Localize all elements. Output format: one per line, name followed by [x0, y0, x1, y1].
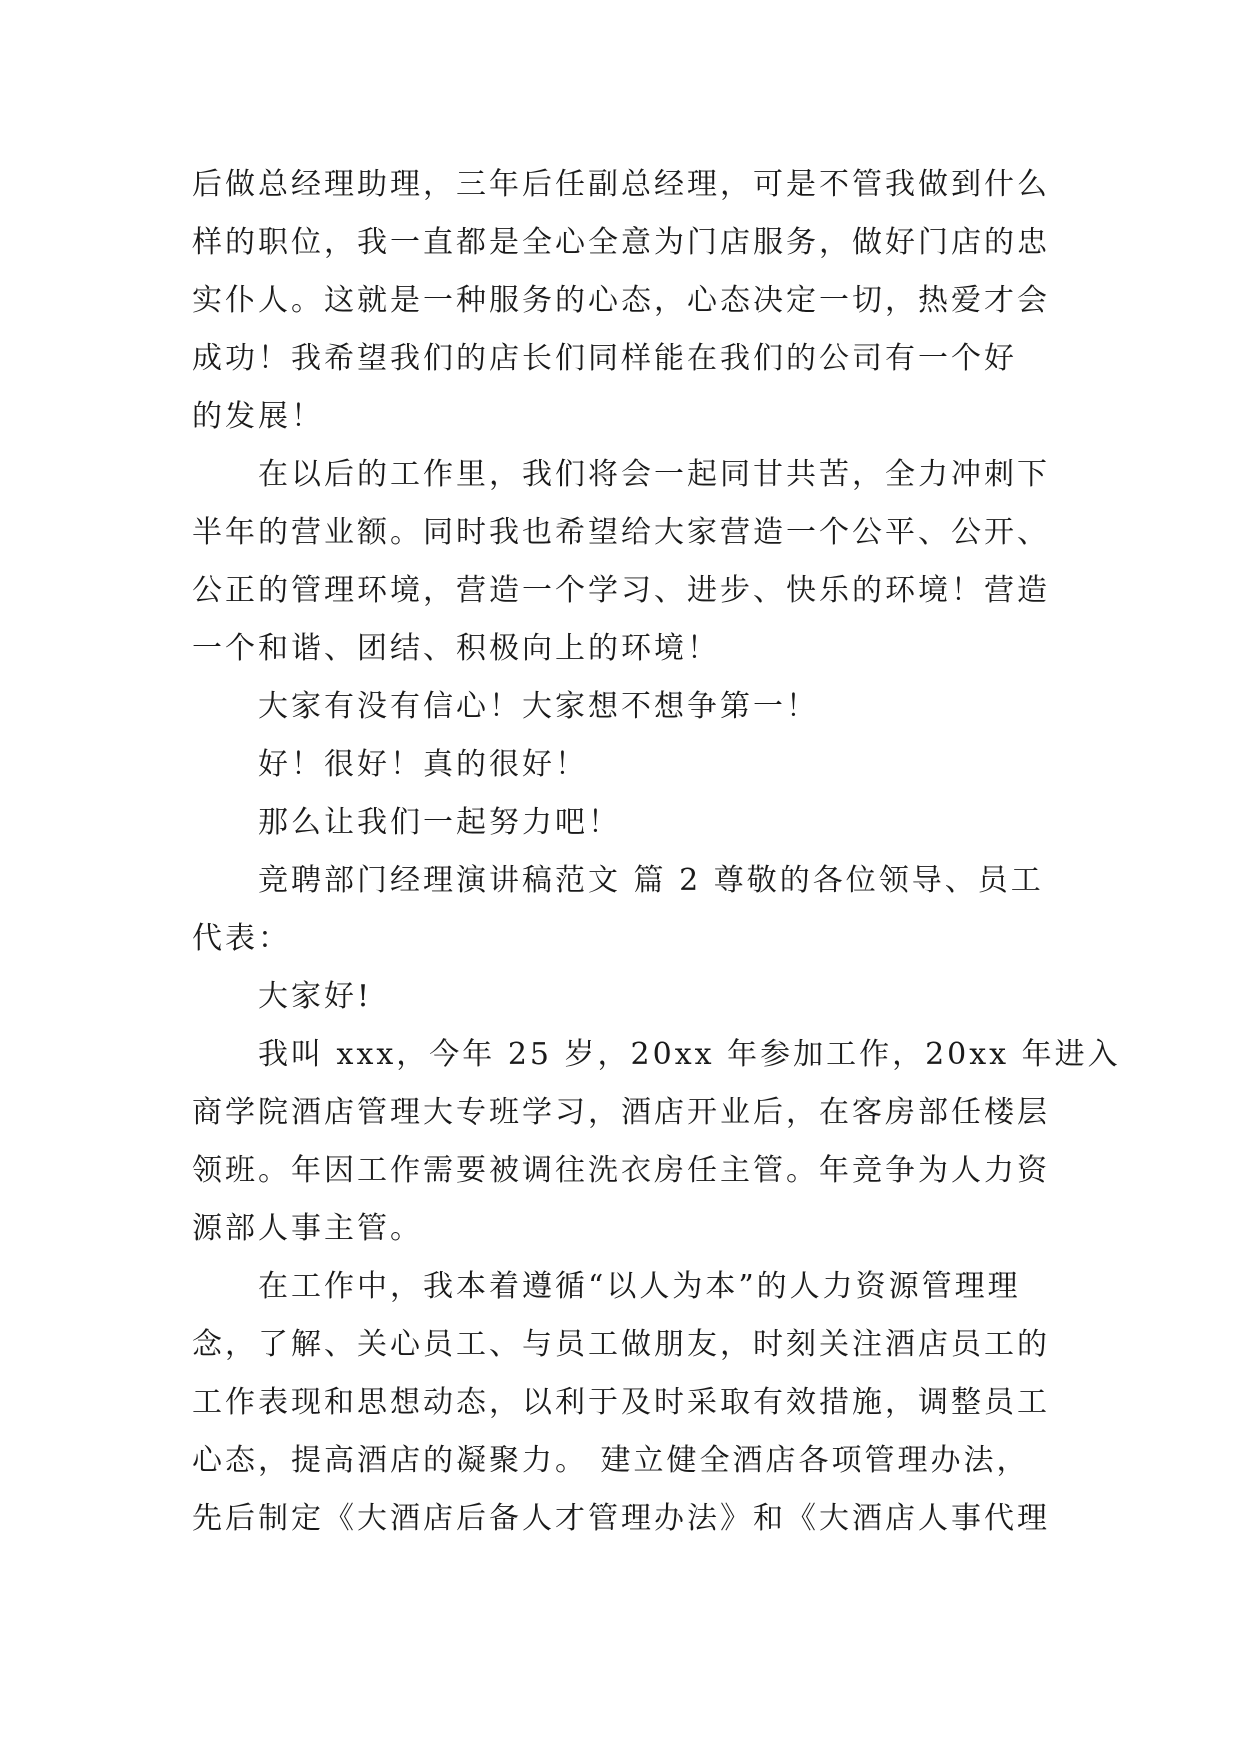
text-line: 公正的管理环境，营造一个学习、进步、快乐的环境！营造	[192, 573, 1050, 608]
text-line: 成功！我希望我们的店长们同样能在我们的公司有一个好	[192, 341, 1017, 376]
text-line: 工作表现和思想动态，以利于及时采取有效措施，调整员工	[192, 1385, 1050, 1420]
text-line: 领班。年因工作需要被调往洗衣房任主管。年竞争为人力资	[192, 1153, 1050, 1188]
text-line: 的发展！	[192, 399, 324, 434]
text-line: 商学院酒店管理大专班学习，酒店开业后，在客房部任楼层	[192, 1095, 1050, 1130]
text-line: 实仆人。这就是一种服务的心态，心态决定一切，热爱才会	[192, 283, 1050, 318]
text-line: 代表：	[192, 921, 291, 956]
text-line: 我叫 xxx，今年 25 岁，20xx 年参加工作，20xx 年进入	[258, 1037, 1121, 1072]
text-line: 一个和谐、团结、积极向上的环境！	[192, 631, 720, 666]
text-line: 在以后的工作里，我们将会一起同甘共苦，全力冲刺下	[258, 457, 1050, 492]
text-line: 大家有没有信心！大家想不想争第一！	[258, 689, 819, 724]
text-line: 在工作中，我本着遵循“以人为本”的人力资源管理理	[258, 1269, 1021, 1304]
text-line: 心态，提高酒店的凝聚力。 建立健全酒店各项管理办法，	[192, 1443, 1030, 1478]
text-line: 那么让我们一起努力吧！	[258, 805, 621, 840]
text-line: 先后制定《大酒店后备人才管理办法》和《大酒店人事代理	[192, 1501, 1050, 1536]
body-text	[192, 156, 1121, 1548]
text-line: 样的职位，我一直都是全心全意为门店服务，做好门店的忠	[192, 225, 1050, 260]
text-line: 后做总经理助理，三年后任副总经理，可是不管我做到什么	[192, 167, 1050, 202]
text-line: 源部人事主管。	[192, 1211, 423, 1246]
text-line: 半年的营业额。同时我也希望给大家营造一个公平、公开、	[192, 515, 1050, 550]
text-line: 好！很好！真的很好！	[258, 747, 588, 782]
text-line: 竞聘部门经理演讲稿范文 篇 2 尊敬的各位领导、员工	[258, 863, 1044, 898]
text-line: 念，了解、关心员工、与员工做朋友，时刻关注酒店员工的	[192, 1327, 1050, 1362]
text-line: 大家好!	[258, 979, 373, 1014]
